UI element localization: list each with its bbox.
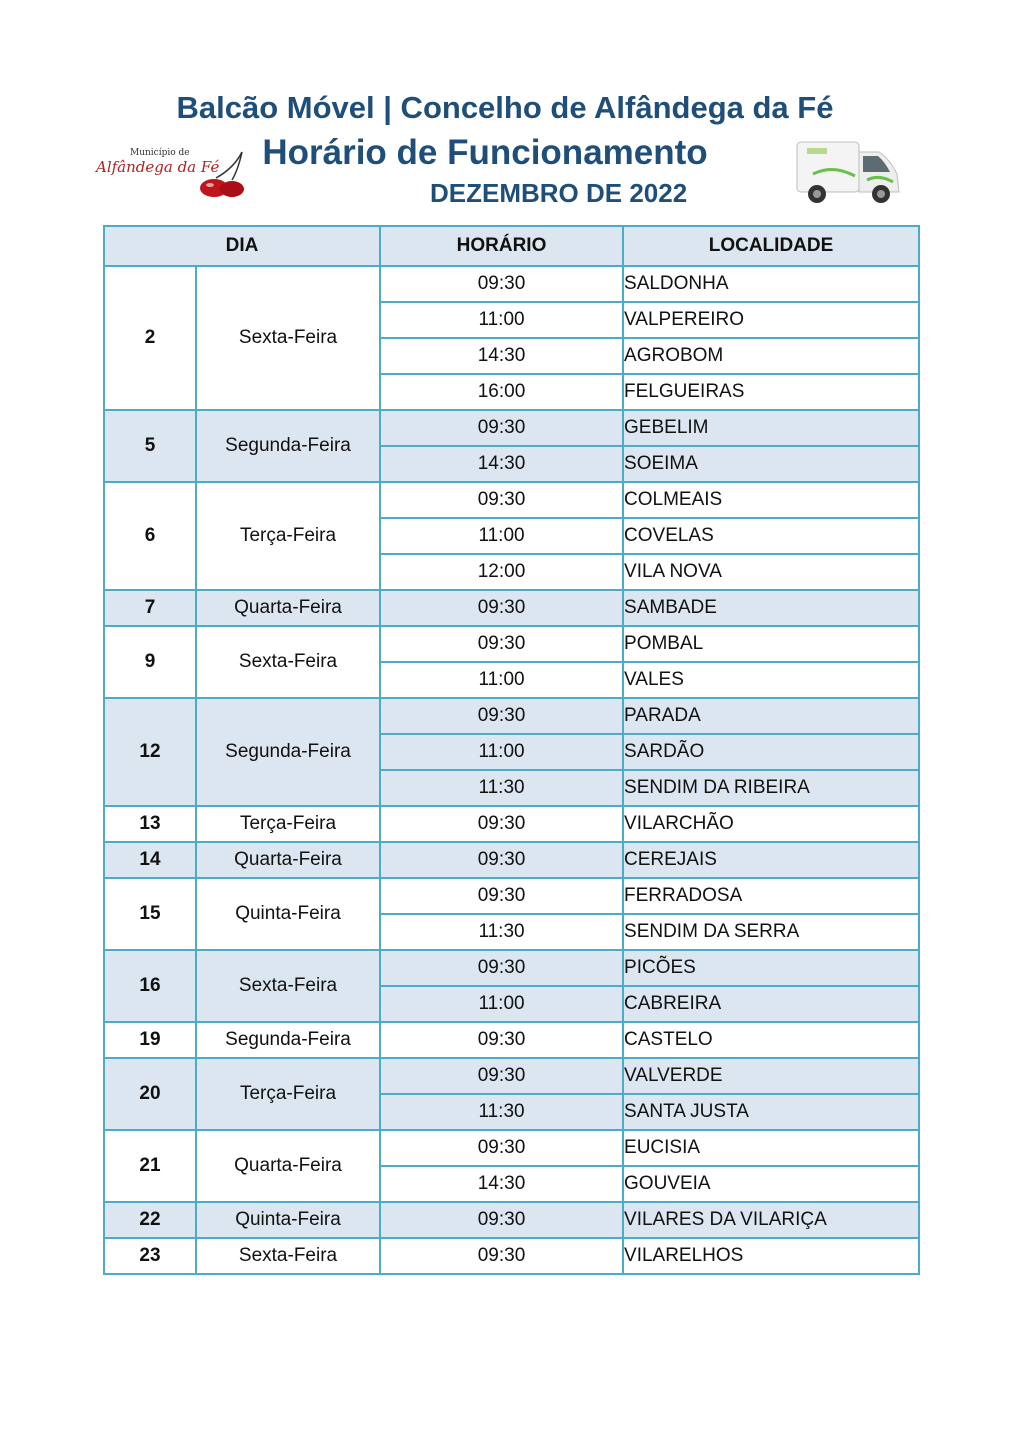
time-cell: 14:30 — [380, 446, 623, 482]
locality-cell: SOEIMA — [623, 446, 919, 482]
locality-cell: POMBAL — [623, 626, 919, 662]
table-row — [104, 1058, 919, 1094]
time-cell: 09:30 — [380, 626, 623, 662]
locality-cell: GOUVEIA — [623, 1166, 919, 1202]
time-cell: 09:30 — [380, 878, 623, 914]
time-cell: 09:30 — [380, 1130, 623, 1166]
time-cell: 09:30 — [380, 806, 623, 842]
locality-cell: EUCISIA — [623, 1130, 919, 1166]
time-cell: 09:30 — [380, 1202, 623, 1238]
table-row — [104, 482, 919, 518]
weekday: Terça-Feira — [196, 482, 380, 590]
table-row — [104, 950, 919, 986]
schedule-table — [103, 225, 920, 1275]
col-header-localidade: LOCALIDADE — [623, 226, 919, 266]
locality-cell: VILARES DA VILARIÇA — [623, 1202, 919, 1238]
day-number: 20 — [104, 1058, 196, 1130]
locality-cell: AGROBOM — [623, 338, 919, 374]
time-cell: 09:30 — [380, 482, 623, 518]
locality-cell: SAMBADE — [623, 590, 919, 626]
table-row — [104, 626, 919, 662]
locality-cell: COLMEAIS — [623, 482, 919, 518]
locality-cell: GEBELIM — [623, 410, 919, 446]
locality-cell: FERRADOSA — [623, 878, 919, 914]
locality-cell: VALPEREIRO — [623, 302, 919, 338]
table-row — [104, 1022, 919, 1058]
day-number: 16 — [104, 950, 196, 1022]
locality-cell: FELGUEIRAS — [623, 374, 919, 410]
day-number: 12 — [104, 698, 196, 806]
header-month: DEZEMBRO DE 2022 — [430, 178, 688, 208]
col-header-dia: DIA — [104, 226, 380, 266]
day-number: 21 — [104, 1130, 196, 1202]
locality-cell: PARADA — [623, 698, 919, 734]
day-number: 7 — [104, 590, 196, 626]
locality-cell: VALES — [623, 662, 919, 698]
time-cell: 14:30 — [380, 1166, 623, 1202]
weekday: Quinta-Feira — [196, 1202, 380, 1238]
time-cell: 09:30 — [380, 590, 623, 626]
weekday: Sexta-Feira — [196, 266, 380, 410]
day-number: 9 — [104, 626, 196, 698]
table-row — [104, 698, 919, 734]
table-row — [104, 1130, 919, 1166]
locality-cell: CABREIRA — [623, 986, 919, 1022]
weekday: Segunda-Feira — [196, 410, 380, 482]
locality-cell: SENDIM DA RIBEIRA — [623, 770, 919, 806]
weekday: Quarta-Feira — [196, 842, 380, 878]
header-title-line2: Horário de Funcionamento — [262, 133, 708, 172]
time-cell: 09:30 — [380, 698, 623, 734]
time-cell: 09:30 — [380, 1058, 623, 1094]
locality-cell: COVELAS — [623, 518, 919, 554]
table-row — [104, 410, 919, 446]
table-row — [104, 1238, 919, 1274]
locality-cell: SALDONHA — [623, 266, 919, 302]
day-number: 2 — [104, 266, 196, 410]
day-number: 13 — [104, 806, 196, 842]
weekday: Sexta-Feira — [196, 950, 380, 1022]
weekday: Quinta-Feira — [196, 878, 380, 950]
locality-cell: VILARCHÃO — [623, 806, 919, 842]
locality-cell: SARDÃO — [623, 734, 919, 770]
col-header-horario: HORÁRIO — [380, 226, 623, 266]
time-cell: 11:30 — [380, 914, 623, 950]
header-title-line1: Balcão Móvel | Concelho de Alfândega da Fé — [176, 90, 834, 125]
time-cell: 14:30 — [380, 338, 623, 374]
day-number: 19 — [104, 1022, 196, 1058]
locality-cell: VILA NOVA — [623, 554, 919, 590]
schedule-body — [104, 266, 919, 1274]
day-number: 6 — [104, 482, 196, 590]
time-cell: 12:00 — [380, 554, 623, 590]
time-cell: 09:30 — [380, 1238, 623, 1274]
weekday: Quarta-Feira — [196, 590, 380, 626]
logo-small-text: Município de — [130, 148, 190, 158]
table-row — [104, 590, 919, 626]
table-row — [104, 1202, 919, 1238]
time-cell: 09:30 — [380, 266, 623, 302]
locality-cell: PICÕES — [623, 950, 919, 986]
locality-cell: VILARELHOS — [623, 1238, 919, 1274]
table-row — [104, 266, 919, 302]
day-number: 15 — [104, 878, 196, 950]
locality-cell: CEREJAIS — [623, 842, 919, 878]
table-row — [104, 878, 919, 914]
table-row — [104, 842, 919, 878]
weekday: Sexta-Feira — [196, 626, 380, 698]
day-number: 5 — [104, 410, 196, 482]
time-cell: 16:00 — [380, 374, 623, 410]
time-cell: 09:30 — [380, 842, 623, 878]
locality-cell: CASTELO — [623, 1022, 919, 1058]
day-number: 14 — [104, 842, 196, 878]
time-cell: 11:00 — [380, 662, 623, 698]
weekday: Segunda-Feira — [196, 698, 380, 806]
table-header-row — [104, 226, 919, 266]
weekday: Terça-Feira — [196, 1058, 380, 1130]
time-cell: 11:00 — [380, 734, 623, 770]
day-number: 23 — [104, 1238, 196, 1274]
time-cell: 11:00 — [380, 302, 623, 338]
delivery-van-icon — [793, 134, 903, 210]
time-cell: 11:30 — [380, 770, 623, 806]
weekday: Terça-Feira — [196, 806, 380, 842]
time-cell: 11:30 — [380, 1094, 623, 1130]
logo-big-text: Alfândega da Fé — [96, 158, 220, 176]
time-cell: 11:00 — [380, 518, 623, 554]
locality-cell: SENDIM DA SERRA — [623, 914, 919, 950]
day-number: 22 — [104, 1202, 196, 1238]
time-cell: 09:30 — [380, 410, 623, 446]
weekday: Sexta-Feira — [196, 1238, 380, 1274]
time-cell: 09:30 — [380, 950, 623, 986]
weekday: Quarta-Feira — [196, 1130, 380, 1202]
time-cell: 09:30 — [380, 1022, 623, 1058]
time-cell: 11:00 — [380, 986, 623, 1022]
table-row — [104, 806, 919, 842]
locality-cell: SANTA JUSTA — [623, 1094, 919, 1130]
weekday: Segunda-Feira — [196, 1022, 380, 1058]
locality-cell: VALVERDE — [623, 1058, 919, 1094]
